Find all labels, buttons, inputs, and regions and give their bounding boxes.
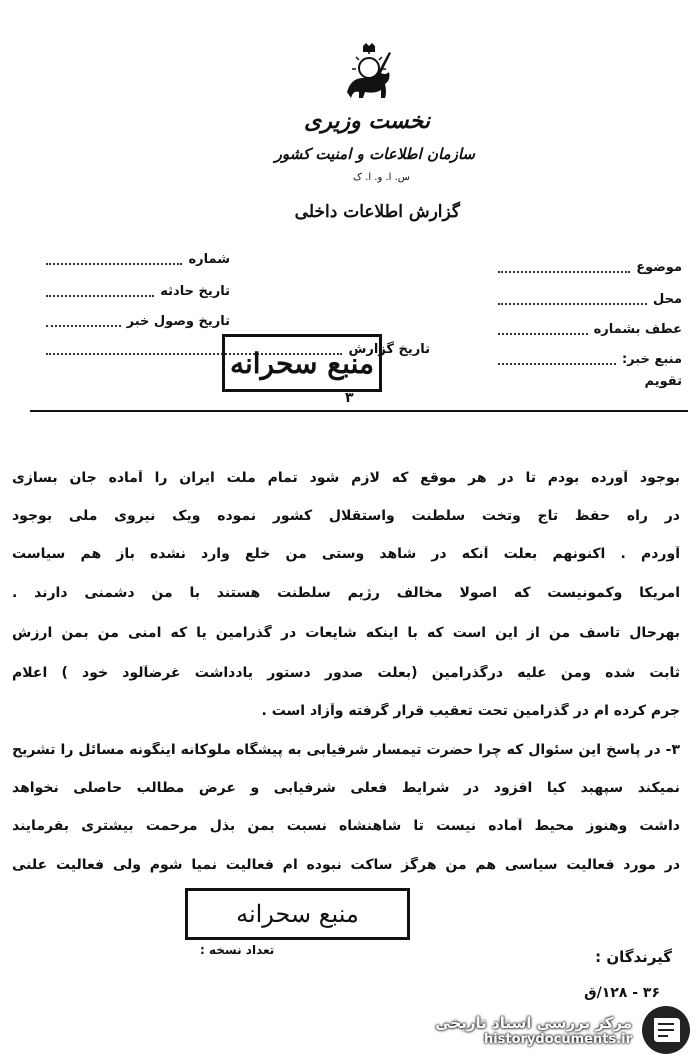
field-calendar — [622, 372, 682, 392]
field-number-label: شماره — [188, 252, 230, 267]
field-subject — [492, 258, 682, 278]
document-title: گزارش اطلاعات داخلی — [294, 202, 460, 222]
recipients-label: گیرندگان : — [595, 948, 672, 966]
watermark — [420, 1002, 692, 1058]
reference-number: ۳۶ - ۱۲۸/ق — [584, 985, 660, 1001]
body-line: ثابت شده ومن علیه درگذرامین (بعلت صدور دستور یادداشت غرضآلود خود ) اعلام — [12, 665, 680, 681]
source-stamp-bottom: منبع سحرانه — [185, 888, 410, 940]
body-line: آوردم . اکنونهم بعلت آنکه در شاهد وستی من خلع وارد نشده باز هم سیاست — [12, 546, 680, 562]
field-report-date-label: تاریخ گزارش — [348, 342, 430, 357]
body-line: در راه حفظ تاج وتخت سلطنت واستقلال کشور نموده ویک نیروی ملی بوجود — [12, 508, 680, 524]
source-stamp: منبع سحرانه — [222, 334, 382, 392]
body-line: امریکا وکمونیست که اصولا مخالف رژیم سلطنت هستند با من دشمنی دارند . — [12, 585, 680, 601]
watermark-name: مرکز بررسی اسناد تاریخی — [435, 1013, 632, 1032]
field-source — [492, 350, 682, 370]
body-line: بوجود آورده بودم تا در هر موقع که لازم شود تمام ملت ایران را آماده جان بسازی — [12, 470, 680, 486]
copies-label: تعداد نسخه : — [200, 943, 275, 957]
field-reference — [492, 320, 682, 340]
field-location-label: محل — [652, 292, 682, 307]
body-line: جرم کرده ام در گذرامین تحت تعقیب قرار گرفته وآزاد است . — [261, 703, 680, 719]
body-line: نمیکند سپهبد کیا افزود در شرایط فعلی شرفیابی و عرض مطالب حاصلی نخواهد — [12, 780, 680, 796]
field-receipt-date-label: تاریخ وصول خبر — [126, 314, 230, 329]
field-calendar-label: تقویم — [644, 374, 682, 389]
body-line: بهرحال تاسف من از این است که با اینکه شایعات در گذرامین یا که امنی من بمن ارزش — [12, 625, 680, 641]
watermark-url: historydocuments.ir — [483, 1031, 632, 1047]
field-receipt-date — [40, 312, 230, 332]
org-title: نخست وزیری — [304, 108, 430, 134]
lion-and-sun-emblem-icon — [335, 42, 405, 104]
org-subtitle: سازمان اطلاعات و امنیت کشور — [274, 145, 475, 163]
field-subject-label: موضوع — [636, 260, 682, 275]
body-line: ۳- در پاسخ این سئوال که چرا حضرت تیمسار شرفیابی به پیشگاه ملوکانه اینگونه مسائل را تشریح — [12, 742, 680, 758]
field-number — [40, 250, 230, 270]
field-location — [492, 290, 682, 310]
field-incident-date — [40, 282, 230, 302]
archive-logo-icon — [640, 1004, 692, 1056]
body-line: در مورد فعالیت سیاسی هم من هرگز ساکت نبوده ام فعالیت نمیا شوم ولی فعالیت علنی — [12, 857, 680, 873]
body-line: داشت وهنوز محیط آماده نیست تا شاهنشاه نسبت بمن بذل مرحمت بیشتری بفرمایند — [12, 818, 680, 834]
header-divider — [30, 410, 688, 412]
field-incident-date-label: تاریخ حادثه — [160, 284, 230, 299]
field-reference-label: عطف بشماره — [593, 322, 682, 337]
source-stamp-number: ۳ — [345, 390, 354, 406]
field-source-label: منبع خبر: — [621, 352, 682, 367]
org-code: س. ا. و. ا. ک — [353, 172, 410, 183]
